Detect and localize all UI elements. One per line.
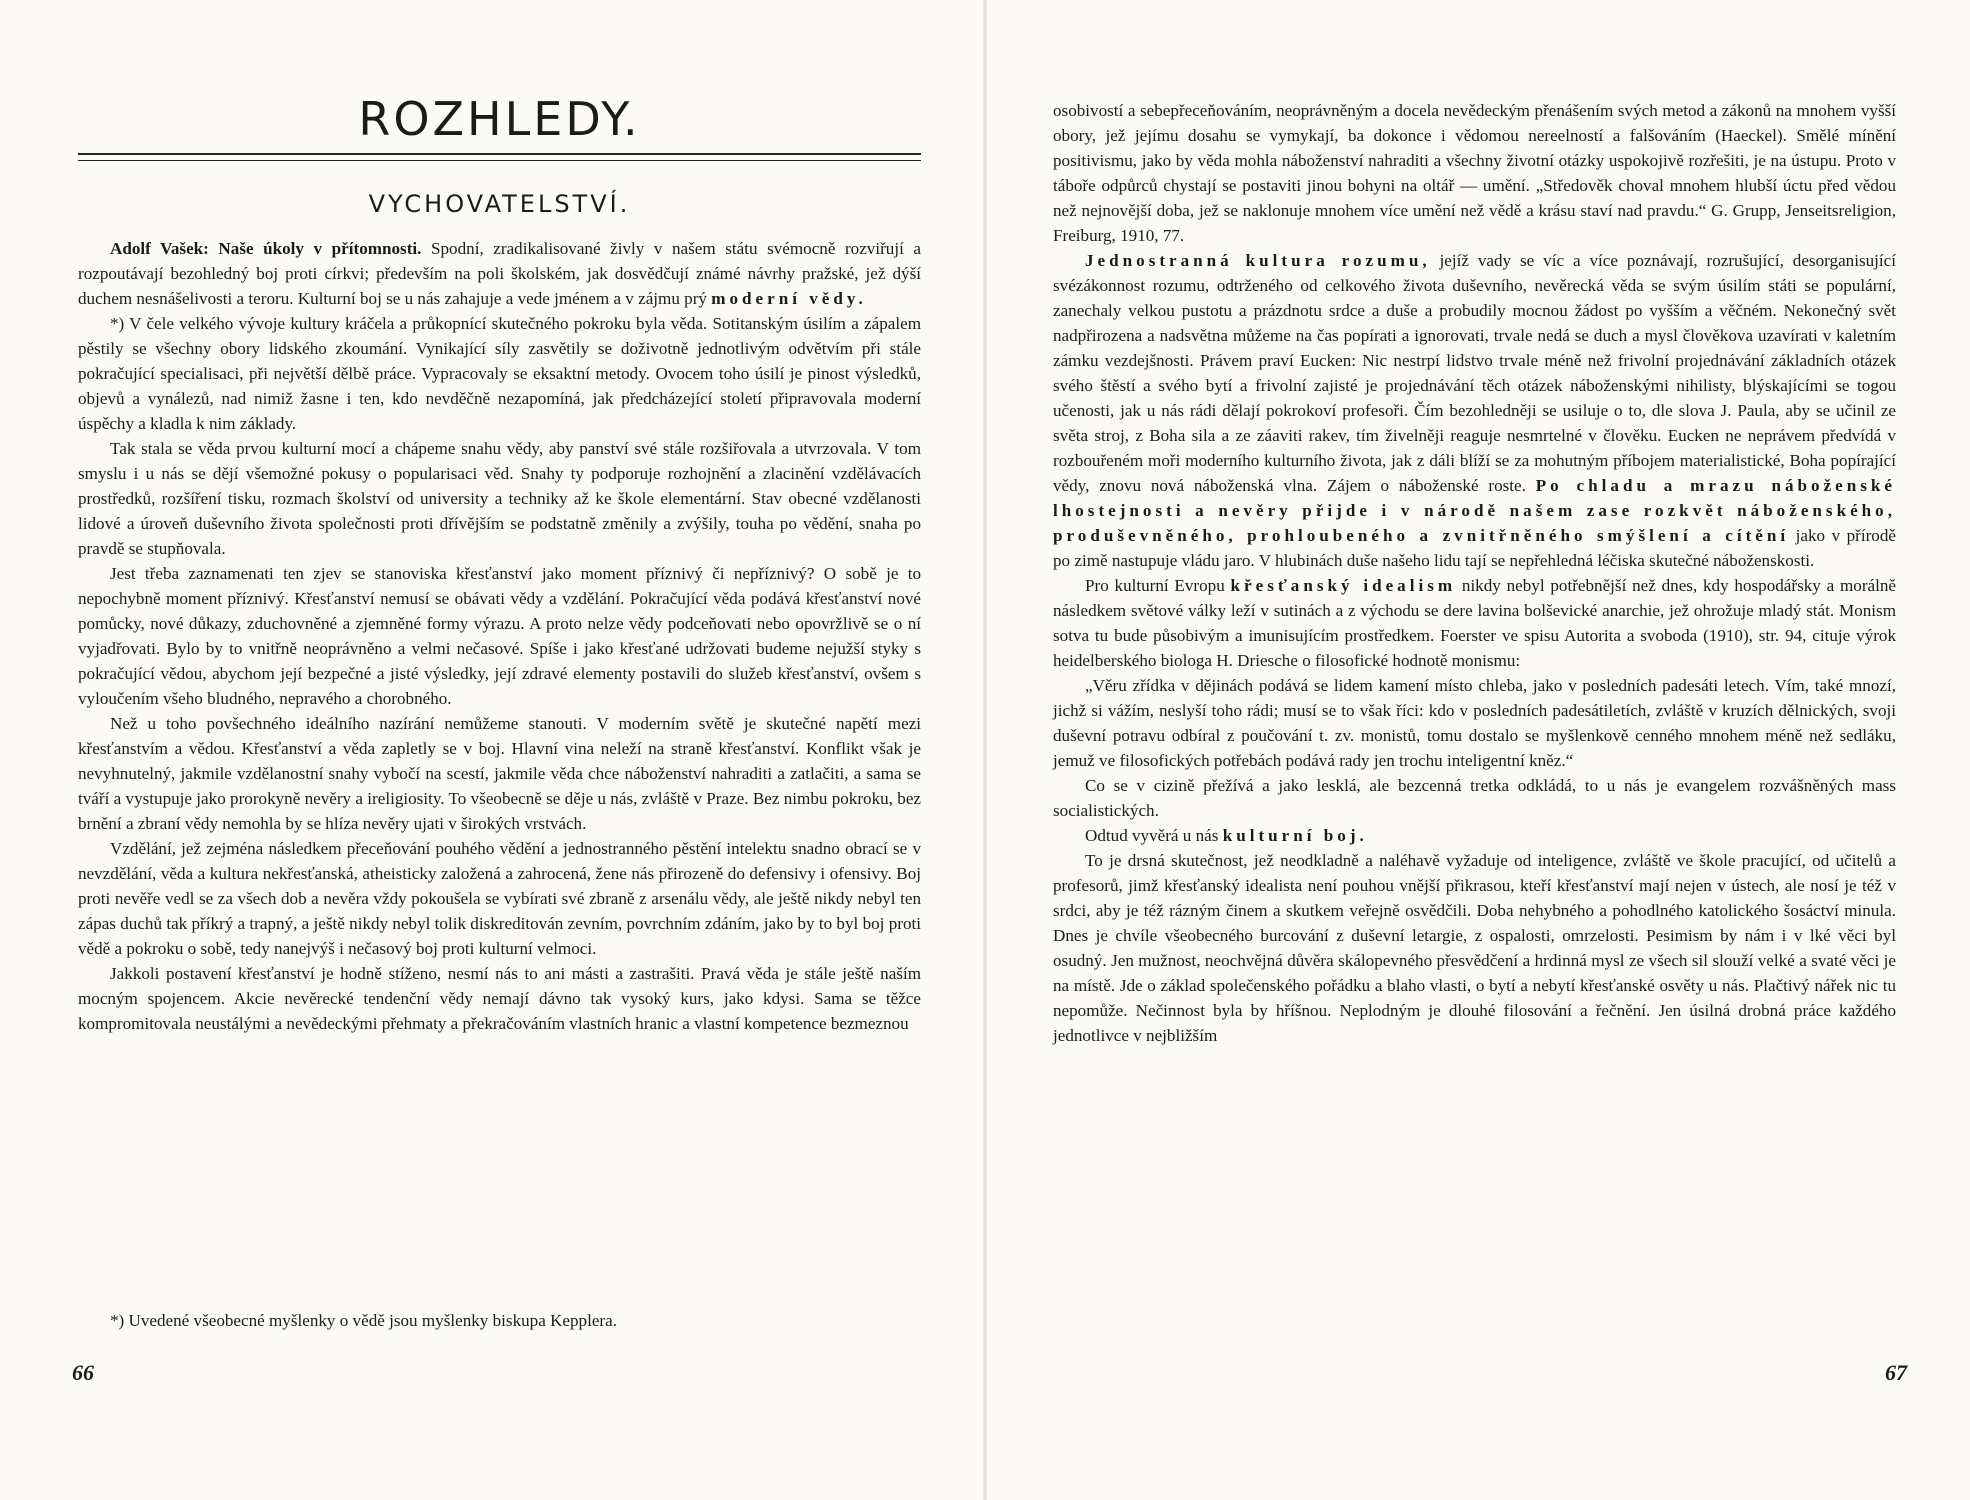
right-page xyxy=(985,0,1970,1500)
left-body xyxy=(78,236,921,1036)
page-number: 67 xyxy=(1885,1360,1907,1385)
heading-rule-thin xyxy=(78,160,921,161)
article-author-title: Adolf Vašek: Naše úkoly v přítomnosti. xyxy=(110,239,422,258)
page-heading: ROZHLEDY. xyxy=(358,92,641,146)
paragraph: Tak stala se věda prvou kulturní mocí a chápeme snahu vědy, aby panství své stále rozšiřovala a utvrzovala. V tom smyslu i u nás se dějí všemožné pokusy o popularisaci věd. Snahy ty podporuje rozhojnění a zlacinění vzdělávacích prostředků, rozšíření tisku, rozmach školství od university a techniky až ke škole elementární. Stav obecné vzdělanosti lidové a úroveň duševního života společnosti proti dřívějším se podstatně změnily a zvýšily, touha po vědění, snaha po pravdě se stupňovala. xyxy=(78,439,921,558)
paragraph: osobivostí a sebepřeceňováním, neoprávněným a docela nevědeckým přenášením svých metod a zákonů na mnohem vyšší obory, jež jejímu dosahu se vymykají, ba dokonce i vědomou nereelností a falšováním (Haeckel). Smělé mínění positivismu, jako by věda mohla náboženství nahraditi a všechny životní otázky uspokojivě rozřešiti, je na ústupu. Proto v táboře odpůrců chystají se postaviti jinou bohyni na oltář — umění. „Středověk choval mnohem hlubší úctu před vědou než nejnovější doba, jež se naklonuje mnohem více umění než vědě a krásu staví nad pravdu.“ G. Grupp, Jenseitsreligion, Freiburg, 1910, 77. xyxy=(1053,101,1896,245)
paragraph: *) V čele velkého vývoje kultury kráčela a průkopnící skutečného pokroku byla věda. Sotitanským úsilím a zápalem pěstily se všechny obory lidského zkoumání. Vynikající síly zasvětily se doživotně jednotlivým odvětvím při stále pokračující specialisaci, při největší dělbě práce. Vypracovaly se eksaktní metody. Ovocem toho úsilí je pinost výsledků, objevů a vynálezů, nad nimiž žasne i ten, kdo nevděčně nezapomíná, jak předcházející století připravovala moderní úspěchy a kladla k nim základy. xyxy=(78,314,921,433)
paragraph: Odtud vyvěrá u nás kulturní boj. xyxy=(1085,826,1368,845)
paragraph: Adolf Vašek: Naše úkoly v přítomnosti. Spodní, zradikalisované živly v našem státu svémocně rozviřují a rozpoutávají bezohledný boj proti církvi; především na poli školském, jak dosvědčují známé návrhy pražské, jež dýší duchem nesnášelivosti a teroru. Kulturní boj se u nás zahajuje a vede jménem a v zájmu prý moderní vědy. xyxy=(78,239,921,308)
heading-rule xyxy=(78,153,921,155)
paragraph: Vzdělání, jež zejména následkem přeceňování pouhého vědění a jednostranného pěstění intelektu snadno obrací se v nevzdělání, věda a kultura nekřesťanská, atheisticky založená a zahrocená, žene nás přirozeně do defensivy i ofensivy. Boj proti nevěře vedl se za všech dob a nevěra vždy pokoušela se vybírati své zbraně z arsenálu vědy, ale ještě nikdy nebyl ten zápas duchů tak příkrý a trapný, a ještě nikdy nebyl tolik diskreditován zevním, povrchním zdáním, jako by to byl boj proti vědě a pokroku o sobě, tedy nanejvýš i nečasový boj proti kulturní velmoci. xyxy=(78,839,921,958)
paragraph: To je drsná skutečnost, jež neodkladně a naléhavě vyžaduje od inteligence, zvláště ve škole pracující, od učitelů a profesorů, jimž křesťanský idealista není pouhou vnější přikrasou, kteří křesťanství mají nejen v ústech, ale nosí je též v srdci, aby je též rázným činem a skutkem veřejně osvědčili. Doba nehybného a pohodlného katolického šosáctví minula. Dnes je chvíle všeobecného burcování z duševní letargie, z ospalosti, omrzelosti. Pesimism by nám i v lké věci byl osudný. Jen mužnost, neochvějná důvěra skálopevného přesvědčení a hrdinná mysl ze všech sil slouží velké a svaté věci je na místě. Jde o základ společenského pořádku a blaho vlasti, o bytí a nebytí křesťanské osvěty u nás. Plačtivý nářek nic tu nepomůže. Nečinnost byla by hříšnou. Neplodným je dlouhé filosování a řečnění. Jen úsilná drobná práce každého jednotlivce v nejbližším xyxy=(1053,851,1896,1045)
right-body xyxy=(1053,98,1896,1048)
paragraph: Než u toho povšechného ideálního nazírání nemůžeme stanouti. V moderním světě je skutečné napětí mezi křesťanstvím a vědou. Křesťanství a věda zapletly se v boj. Hlavní vina neleží na straně křesťanství. Konflikt však je nevyhnutelný, jakmile vzdělanostní snahy vybočí na scestí, jakmile věda chce náboženství nahraditi a zatlačiti, a sama se tváří a vystupuje jako prorokyně nevěry a ireligiosity. To všeobecně se děje u nás, zvláště v Praze. Bez nimbu pokroku, bez brnění a zbraní vědy nemohla by se hlíza nevěry ujati v širokých vrstvách. xyxy=(78,714,921,833)
paragraph: Jednostranná kultura rozumu, jejíž vady se víc a více poznávají, rozrušující, desorganisující svézákonnost rozumu, odtrženého od celkového života duševního, nevěrecká věda se svým úsilím státi se populární, zanechaly velkou pustotu a prázdnotu srdce a duše a probudily mocnou žádost po vyšším a věčném. Nekonečný svět nadpřirozena a nadsvětna můžeme na čas popírati a ignorovati, trvale nedá se duch a mysl člověkova uzavírati v kaletním zámku vezdejšnosti. Právem praví Eucken: Nic nestrpí lidstvo trvale méně než frivolní projednávání základních otázek svého štěstí a svého bytí a frivolní zajisté je projednávání těch otázek náboženskými nihilisty, blýskajícími se togou učenosti, jak u nás rádi dělají pokrokoví profesoři. Čím bezohledněji se usiluje o to, dle slova J. Paula, aby se učinil ze světa stroj, z Boha sila a ze záaviti rakev, tím živelněji reaguje nesmrtelné v člověku. Eucken ne neprávem předvídá v rozbouřeném moři moderního kulturního života, jak z dáli blíží se za mohutným příbojem materialistické, Boha popírající vědy, znovu nová náboženská vlna. Zájem o náboženské roste. Po chladu a mrazu náboženské lhostejnosti a nevěry přijde i v národě našem zase rozkvět náboženského, produševněného, prohloubeného a zvnitřněného smýšlení a cítění jako v přírodě po zimě nastupuje vládu jaro. V hlubinách duše našeho lidu tají se nepřehledná léčiska skutečné náboženskosti. xyxy=(1053,251,1896,570)
paragraph: Co se v cizině přežívá a jako lesklá, ale bezcenná tretka odkládá, to u nás je evangelem rozvášněných mass socialistických. xyxy=(1053,776,1896,820)
quote-paragraph: „Věru zřídka v dějinách podává se lidem kamení místo chleba, jako v posledních padesáti letech. Vím, také mnozí, jichž si vážím, neslyší toho rádi; musí se to však říci: kdo v posledních padesátiletích, zvláště v kruzích dělnických, svoji duševní potravu odbíral z poučování t. zv. monistů, tomu dostalo se myšlenkově cenného mnohem méně než sedláku, jemuž ve filosofických potřebách podává rady jen trochu inteligentní kněz.“ xyxy=(1053,676,1896,770)
paragraph: Pro kulturní Evropu křesťanský idealism nikdy nebyl potřebnější než dnes, kdy hospodářsky a morálně následkem světové války leží v sutinách a z východu se dere lavina bolševické anarchie, jež ohrožuje mladý stát. Monism sotva tu bude působivým a imunisujícím prostředkem. Foerster ve spisu Autorita a svoboda (1910), str. 94, cituje výrok heidelberského biologa H. Driesche o filosofické hodnotě monismu: xyxy=(1053,576,1896,670)
paragraph: Jest třeba zaznamenati ten zjev se stanoviska křesťanství jako moment příznivý či nepříznivý? O sobě je to nepochybně moment příznivý. Křesťanství nemusí se obávati vědy a vzdělání. Pokračující věda podává křesťanství nové pomůcky, nové důkazy, zduchovněné a zjemněné formy výrazu. A proto nelze vědy podceňovati nebo opovržlivě se o ní vyjadřovati. Bylo by to vnitřně neoprávněno a velmi nečasové. Spíše i jako křesťané udržovati budeme nejužší styky s pokračující vědou, abychom její bezpečné a jisté výsledky, její zdravé elementy postavili do služeb křesťanství, ovšem s vyloučením všeho bludného, nepravého a chorobného. xyxy=(78,564,921,708)
paragraph: Jakkoli postavení křesťanství je hodně stíženo, nesmí nás to ani másti a zastrašiti. Pravá věda je stále ještě naším mocným spojencem. Akcie nevěrecké tendenční vědy nemají dávno tak vysoký kurs, jako kdysi. Sama se těžce kompromitovala neustálými a nevědeckými přehmaty a překračováním vlastních hranic a vlastní kompetence bezmeznou xyxy=(78,964,921,1033)
section-heading: VYCHOVATELSTVÍ. xyxy=(368,190,631,218)
page-number: 66 xyxy=(72,1360,94,1385)
footnote: *) Uvedené všeobecné myšlenky o vědě jsou myšlenky biskupa Kepplera. xyxy=(110,1311,617,1330)
